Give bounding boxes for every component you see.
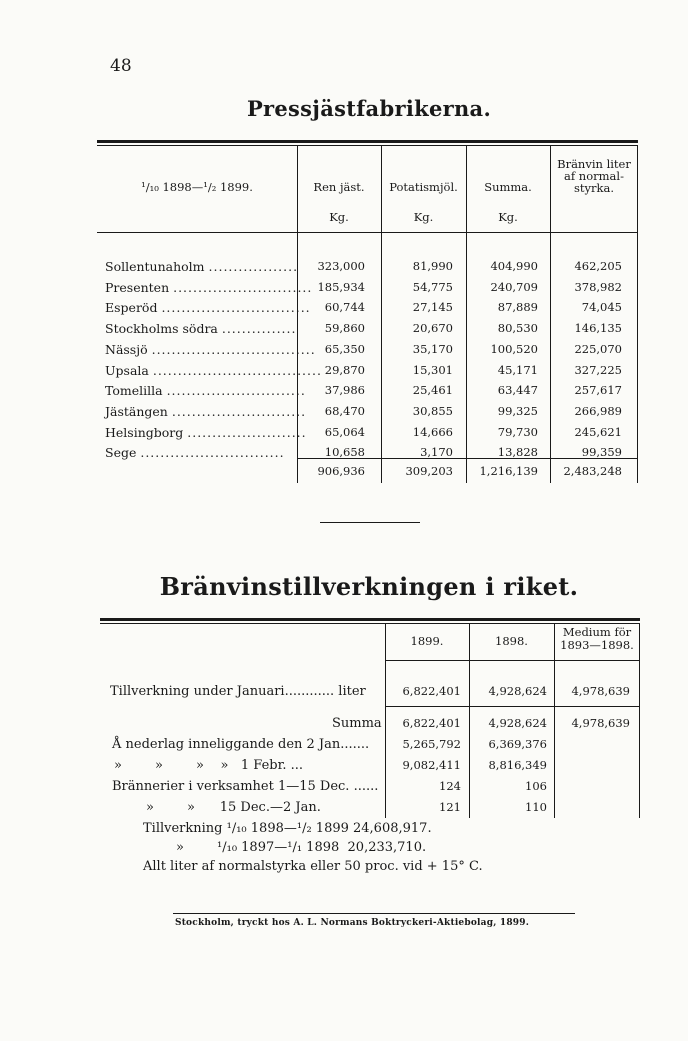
ren-jast-header: Ren jäst. [313, 180, 365, 194]
row-name [105, 341, 316, 357]
cell-summa: 100,520 [490, 341, 538, 356]
row-name-text: Upsala [105, 362, 149, 378]
row-name-text: Sollentunaholm [105, 259, 205, 274]
cell-summa: 240,709 [490, 279, 538, 294]
year-1898-header: 1898. [495, 634, 528, 648]
cell-branvin: 462,205 [574, 259, 622, 273]
row-leader-dots: ................................. [151, 341, 316, 357]
brannerier-jan-label: » » 15 Dec.—2 Jan. [146, 800, 321, 815]
cell-ren: 29,870 [324, 362, 365, 377]
note-normalstyrka: Allt liter af normalstyrka eller 50 proc. vid + 15° C. [143, 859, 483, 874]
pressjast-table [97, 140, 638, 483]
row-name [105, 403, 307, 419]
nederlag-febr-1899: 9,082,411 [402, 758, 461, 772]
cell-summa: 45,171 [497, 362, 538, 377]
row-name-text: Jästängen [105, 403, 168, 419]
potatismjol-header: Potatismjöl. [389, 180, 458, 194]
cell-summa: 13,828 [497, 445, 538, 460]
cell-summa: 99,325 [497, 403, 538, 418]
row-name-text: Nässjö [105, 341, 148, 357]
nederlag-jan-label: Å nederlag inneliggande den 2 Jan....... [112, 737, 370, 752]
medium-header: Medium för 1893—1898. [560, 625, 634, 652]
period-header: ¹/₁₀ 1898—¹/₂ 1899. [141, 180, 253, 194]
cell-ren: 323,000 [317, 259, 365, 273]
brannerier-dec-1899: 124 [439, 779, 461, 793]
cell-potatis: 27,145 [412, 300, 453, 315]
note-tillverkning-1897: » ¹/₁₀ 1897—¹/₁ 1898 20,233,710. [176, 840, 427, 855]
page-number: 48 [110, 56, 132, 76]
year-1899-header: 1899. [410, 634, 444, 648]
cell-branvin: 99,359 [581, 445, 622, 460]
row-leader-dots: .................. [208, 259, 299, 274]
cell-potatis: 25,461 [412, 383, 453, 398]
row-name [105, 445, 295, 460]
cell-ren: 185,934 [317, 279, 365, 294]
cell-branvin: 266,989 [574, 403, 622, 418]
row-leader-dots: ............................ [173, 279, 313, 295]
section-title-branvin: Bränvinstillverkningen i riket. [159, 572, 579, 601]
brannerier-jan-1899: 121 [439, 800, 461, 814]
summa-1899: 6,822,401 [402, 716, 461, 730]
cell-ren: 68,470 [324, 403, 365, 418]
section-title-pressjast: Pressjästfabrikerna. [246, 96, 492, 121]
row-name-text: Helsingborg [105, 424, 184, 440]
summa-unit: Kg. [498, 210, 518, 224]
row-name-text: Esperöd [105, 300, 158, 316]
row-leader-dots: ............................. [140, 445, 285, 461]
cell-potatis: 35,170 [412, 341, 453, 356]
cell-ren: 37,986 [324, 383, 365, 398]
cell-summa: 79,730 [497, 424, 538, 439]
row-name [105, 321, 295, 336]
row-name-text: Sege [105, 445, 137, 461]
nederlag-jan-1899: 5,265,792 [402, 737, 461, 751]
cell-branvin: 146,135 [574, 321, 622, 336]
row-leader-dots: ........................ [187, 424, 307, 440]
ren-jast-unit: Kg. [329, 210, 349, 224]
row-leader-dots: ........................... [171, 403, 307, 419]
row-leader-dots: ............................ [166, 383, 306, 399]
row-name-text: Presenten [105, 279, 170, 295]
row-name [105, 383, 306, 399]
cell-potatis: 20,670 [412, 321, 453, 336]
row-leader-dots: .............................. [161, 300, 311, 316]
cell-potatis: 30,855 [412, 403, 453, 418]
total-summa: 1,216,139 [479, 464, 538, 478]
row-name [105, 362, 322, 378]
nederlag-jan-1898: 6,369,376 [488, 737, 547, 751]
tillverkning-medium: 4,978,639 [571, 684, 630, 698]
potatismjol-unit: Kg. [413, 210, 434, 224]
cell-branvin: 225,070 [574, 341, 622, 356]
cell-summa: 63,447 [497, 383, 538, 398]
tillverkning-1898: 4,928,624 [488, 684, 547, 698]
nederlag-febr-label: » » » » 1 Febr. ... [114, 758, 304, 773]
cell-ren: 65,064 [324, 424, 365, 439]
cell-branvin: 327,225 [574, 362, 622, 377]
total-branvin: 2,483,248 [563, 464, 622, 478]
cell-ren: 59,860 [324, 321, 365, 336]
tillverkning-label: Tillverkning under Januari............ liter [110, 684, 366, 699]
cell-potatis: 3,170 [420, 445, 453, 460]
brannerier-jan-1898: 110 [525, 800, 547, 814]
cell-summa: 80,530 [497, 321, 538, 336]
cell-potatis: 54,775 [412, 279, 453, 294]
summa-label: Summa [332, 716, 382, 731]
cell-branvin: 74,045 [581, 300, 622, 315]
nederlag-febr-1898: 8,816,349 [488, 758, 547, 772]
tillverkning-1899: 6,822,401 [402, 684, 461, 698]
branvin-header: Bränvin liter af normal-styrka. [557, 157, 631, 195]
cell-branvin: 245,621 [574, 424, 622, 439]
row-name [105, 300, 311, 316]
branvin-table [100, 618, 640, 818]
cell-potatis: 14,666 [412, 424, 453, 439]
cell-potatis: 81,990 [412, 259, 453, 273]
row-name [105, 279, 313, 295]
note-tillverkning-1898: Tillverkning ¹/₁₀ 1898—¹/₂ 1899 24,608,917. [143, 821, 432, 836]
summa-header: Summa. [484, 180, 532, 194]
cell-ren: 65,350 [324, 341, 365, 356]
cell-branvin: 378,982 [574, 279, 622, 294]
summa-1898: 4,928,624 [488, 716, 547, 730]
row-name-text: Stockholms södra [105, 321, 218, 337]
cell-summa: 404,990 [490, 259, 538, 273]
brannerier-dec-1898: 106 [525, 779, 547, 793]
total-potatismjol: 309,203 [405, 464, 453, 478]
imprint: Stockholm, tryckt hos A. L. Normans Boktryckeri-Aktiebolag, 1899. [175, 918, 530, 928]
summa-medium: 4,978,639 [571, 716, 630, 730]
cell-potatis: 15,301 [412, 362, 453, 377]
cell-summa: 87,889 [497, 300, 538, 315]
cell-branvin: 257,617 [574, 383, 622, 398]
row-leader-dots: ............... [221, 321, 297, 337]
brannerier-dec-label: Brännerier i verksamhet 1—15 Dec. ...... [112, 779, 379, 794]
row-leader-dots: .................................. [152, 362, 322, 378]
total-ren-jast: 906,936 [317, 464, 365, 478]
cell-ren: 10,658 [324, 445, 365, 460]
row-name-text: Tomelilla [105, 383, 163, 399]
row-name [105, 259, 299, 274]
cell-ren: 60,744 [324, 300, 365, 315]
row-name [105, 424, 307, 440]
